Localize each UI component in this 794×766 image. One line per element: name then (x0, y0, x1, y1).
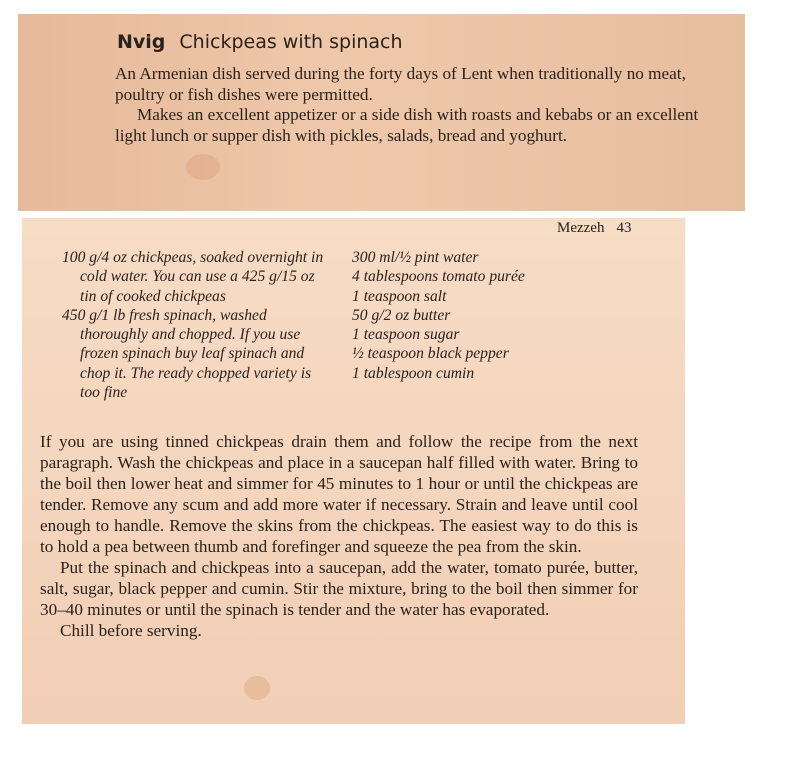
ingredient-item: 450 g/1 lb fresh spinach, washed thoroughly and chopped. If you use frozen spinach buy leaf spinach and chop it. The ready chopped variety is too fine (62, 306, 312, 402)
ingredient-item: ½ teaspoon black pepper (352, 345, 509, 363)
ingredient-item: 100 g/4 oz chickpeas, soaked overnight in cold water. You can use a 425 g/15 oz tin of cooked chickpeas (62, 249, 324, 305)
intro-paragraph: An Armenian dish served during the forty days of Lent when traditionally no meat, poultry or fish dishes were permitted. (115, 64, 686, 104)
ingredients-list-right (352, 248, 652, 383)
method-paragraph: If you are using tinned chickpeas drain them and follow the recipe from the next paragraph. Wash the chickpeas and place in a saucepan half filled with water. Bring to the boil then lower heat and simmer for 45 minutes to 1 hour or until the chickpeas are tender. Remove any scum and add more water if necessary. Strain and leave until cool enough to handle. Remove the skins from the chickpeas. The easiest way to do this is to hold a pea between thumb and forefinger and squeeze the pea from the skin. (40, 432, 638, 556)
ingredient-item: 1 tablespoon cumin (352, 364, 475, 382)
recipe-title (117, 31, 403, 53)
running-head (557, 220, 631, 237)
recipe-name-english: Chickpeas with spinach (179, 31, 403, 53)
recipe-name-bold: Nvig (117, 31, 166, 53)
ingredients-list-left (62, 248, 324, 402)
paper-stain (244, 676, 270, 700)
ingredient-item: 50 g/2 oz butter (352, 306, 451, 324)
section-name: Mezzeh (557, 220, 605, 236)
intro-paragraph: Makes an excellent appetizer or a side dish with roasts and kebabs or an excellent light lunch or supper dish with pickles, salads, bread and yoghurt. (115, 105, 699, 145)
method-paragraph: Put the spinach and chickpeas into a saucepan, add the water, tomato purée, butter, salt, sugar, black pepper and cumin. Stir the mixture, bring to the boil then simmer for 30–40 minutes or until the spinach is tender and the water has evaporated. (40, 558, 638, 619)
method-text (40, 431, 638, 641)
method-paragraph: Chill before serving. (60, 621, 202, 640)
ingredient-item: 4 tablespoons tomato purée (352, 268, 525, 286)
page-number: 43 (616, 220, 632, 236)
ingredient-item: 1 teaspoon salt (352, 287, 447, 305)
ingredient-item: 300 ml/½ pint water (352, 249, 479, 266)
paper-stain (186, 154, 220, 180)
ingredient-item: 1 teaspoon sugar (352, 326, 460, 344)
